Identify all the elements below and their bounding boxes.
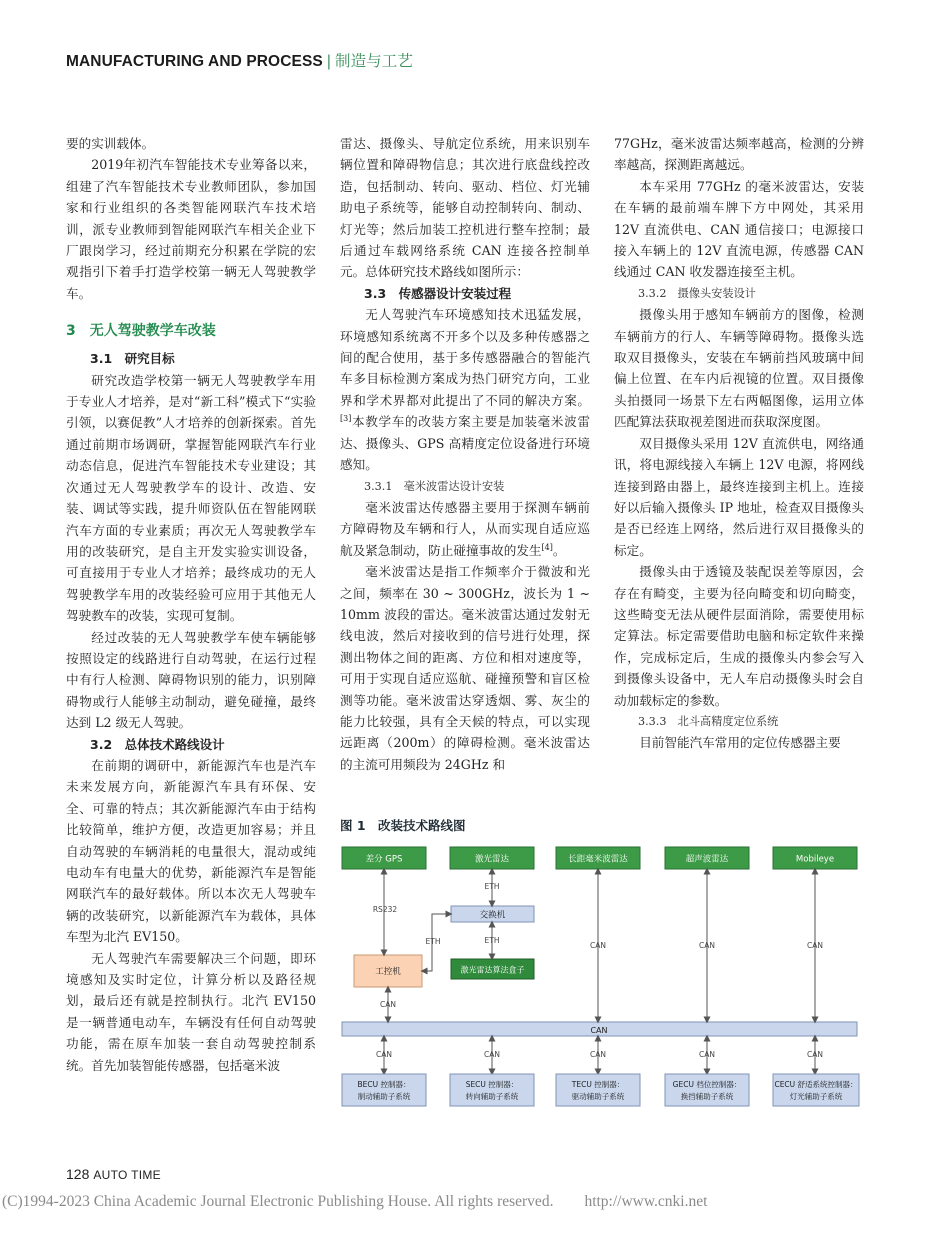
header-cn: 制造与工艺 xyxy=(334,53,413,70)
box-tecu-line1: TECU 控制器： xyxy=(571,1080,625,1089)
box-cecu xyxy=(773,1074,859,1106)
box-tecu xyxy=(556,1074,640,1106)
label-can: CAN xyxy=(699,941,715,950)
paragraph: 毫米波雷达是指工作频率介于微波和光之间，频率在 30 ~ 300GHz，波长为 1 ~ 10mm 波段的雷达。毫米波雷达通过发射无线电波，然后对接收到的信号进行处理，探测出物体之间的距离、方位和相对速度等，可用于实现自适应巡航、碰撞预警和盲区检测等功能。毫米波雷达穿透烟、雾、灰尘的能力比较强，具有全天候的特点，可以实现远距离（200m）的障碍检测。毫米波雷达的主流可用频段为 24GHz 和 xyxy=(340,564,590,772)
label-rs232: RS232 xyxy=(372,905,398,914)
label-can: CAN xyxy=(590,941,606,950)
figure-diagram xyxy=(340,838,870,1118)
box-gecu-line1: GECU 档位控制器： xyxy=(672,1080,742,1089)
column-1 xyxy=(66,133,316,1076)
section-heading-3: 3 无人驾驶教学车改装 xyxy=(66,323,216,340)
paragraph xyxy=(340,304,590,475)
diagram-svg xyxy=(340,838,870,1118)
subsection-heading-3-3: 3.3 传感器设计安装过程 xyxy=(364,285,512,301)
paragraph: 摄像头用于感知车辆前方的图像，检测车辆前方的行人、车辆等障碍物。摄像头选取双目摄像头，安装在车辆前挡风玻璃中间偏上位置、在车内后视镜的位置。双目摄像头拍摄同一场景下左右两幅图像，运用立体匹配算法获取视差图进而获取深度图。 xyxy=(614,307,864,430)
box-mobileye-label: Mobileye xyxy=(795,854,835,865)
box-secu-line2: 转向辅助子系统 xyxy=(465,1092,519,1101)
paragraph: 本车采用 77GHz 的毫米波雷达，安装在车辆的最前端车牌下方中网处，其采用 12V 直流供电、CAN 通信接口；电源接口接入车辆上的 12V 直流电源，传感器 CAN 线通过 CAN 收发器连接至主机。 xyxy=(614,178,864,280)
paragraph-text: 无人驾驶汽车环境感知技术迅猛发展，环境感知系统离不开多个以及多种传感器之间的配合使用，基于多传感器融合的智能汽车多目标检测方案成为热门研究方向，工业界和学术界都对此提出了不同的解决方案。 xyxy=(340,307,590,408)
figure-title: 图 1 改装技术路线图 xyxy=(340,818,466,833)
label-can: CAN xyxy=(484,1050,500,1059)
box-lidar-label: 激光雷达 xyxy=(474,854,510,865)
header-en: MANUFACTURING AND PROCESS xyxy=(66,53,323,70)
box-switch-label: 交换机 xyxy=(479,910,506,921)
copyright-line: (C)1994-2023 China Academic Journal Electronic Publishing House. All rights reserved. http://www.cnki.net xyxy=(2,1193,708,1210)
label-can: CAN xyxy=(699,1050,715,1059)
paragraph: 双目摄像头采用 12V 直流供电，网络通讯，将电源线接入车辆上 12V 电源，将网线连接到路由器上，最终连接到主机上。连接好以后输入摄像头 IP 地址，检查双目摄像头是否已经连上网络，然后进行双目摄像头的标定。 xyxy=(614,435,864,558)
subsection-heading-3-3-1: 3.3.1 毫米波雷达设计安装 xyxy=(364,479,505,493)
box-ultrasonic-label: 超声波雷达 xyxy=(685,854,729,865)
label-eth: ETH xyxy=(484,882,500,891)
paragraph-text: 。 xyxy=(552,542,566,558)
box-secu-line1: SECU 控制器： xyxy=(465,1080,519,1089)
label-can: CAN xyxy=(807,1050,823,1059)
box-radar-label: 长距毫米波雷达 xyxy=(568,854,628,865)
box-gecu xyxy=(665,1074,749,1106)
box-lidar-algo-label: 激光雷达算法盒子 xyxy=(460,965,525,975)
column-3 xyxy=(614,133,864,754)
paragraph: 摄像头由于透镜及装配误差等原因，会存在有畸变，主要为径向畸变和切向畸变，这些畸变无法从硬件层面消除，需要使用标定算法。标定需要借助电脑和标定软件来操作，完成标定后，生成的摄像头内参会写入到摄像头设备中，无人车启动摄像头时会自动加载标定的参数。 xyxy=(614,564,864,708)
paragraph-text: 毫米波雷达传感器主要用于探测车辆前方障碍物及车辆和行人，从而实现自适应巡航及紧急制动，防止碰撞事故的发生 xyxy=(340,499,590,558)
box-ipc-label: 工控机 xyxy=(375,967,401,977)
paragraph: 要的实训载体。 xyxy=(66,136,155,151)
paragraph: 经过改装的无人驾驶教学车使车辆能够按照设定的线路进行自动驾驶，在运行过程中有行人检测、障碍物识别的能力，识别障碍物或行人能够主动制动，避免碰撞，最终达到 L2 级无人驾驶。 xyxy=(66,629,316,731)
box-becu xyxy=(342,1074,426,1106)
can-bus-label: CAN xyxy=(590,1026,608,1035)
box-cecu-line2: 灯光辅助子系统 xyxy=(789,1092,843,1101)
box-becu-line1: BECU 控制器： xyxy=(357,1080,411,1089)
running-header xyxy=(66,49,413,71)
paragraph: 77GHz，毫米波雷达频率越高，检测的分辨率越高，探测距离越远。 xyxy=(614,136,864,173)
column-2 xyxy=(340,133,590,775)
box-secu xyxy=(450,1074,534,1106)
magazine-name: AUTO TIME xyxy=(93,1168,161,1182)
box-becu-line2: 制动辅助子系统 xyxy=(357,1092,411,1101)
paragraph-text: 本教学车的改装方案主要是加装毫米波雷达、摄像头、GPS 高精度定位设备进行环境感知。 xyxy=(340,414,590,473)
paragraph xyxy=(340,497,590,561)
label-can: CAN xyxy=(590,1050,606,1059)
box-tecu-line2: 驱动辅助子系统 xyxy=(571,1092,625,1101)
box-gps-label: 差分 GPS xyxy=(365,854,403,865)
subsection-heading-3-1: 3.1 研究目标 xyxy=(90,351,175,367)
label-can: CAN xyxy=(380,1000,396,1009)
label-can: CAN xyxy=(807,941,823,950)
subsection-heading-3-3-3: 3.3.3 北斗高精度定位系统 xyxy=(638,714,779,728)
paragraph: 无人驾驶汽车需要解决三个问题，即环境感知及实时定位，计算分析以及路径规划，最后还有就是控制执行。北汽 EV150 是一辆普通电动车，车辆没有任何自动驾驶功能，需在原车加装一套自动驾驶控制系统。首先加装智能传感器，包括毫米波 xyxy=(66,950,316,1073)
box-gecu-line2: 换挡辅助子系统 xyxy=(680,1092,734,1101)
subsection-heading-3-3-2: 3.3.2 摄像头安装设计 xyxy=(638,286,756,300)
citation: [3] xyxy=(340,414,352,424)
subsection-heading-3-2: 3.2 总体技术路线设计 xyxy=(90,736,225,752)
page-number: 128 xyxy=(66,1166,90,1182)
page-footer xyxy=(66,1166,161,1182)
paragraph: 研究改造学校第一辆无人驾驶教学车用于专业人才培养，是对“新工科”模式下“实验引领，以赛促教”人才培养的创新探索。首先通过前期市场调研，掌握智能网联汽车行业动态信息，促进汽车智能技术专业建设；其次通过无人驾驶教学车的设计、改造、安装、调试等实践，提升师资队伍在智能网联汽车方面的专业素质；再次无人驾驶教学车用的改装研究，是自主开发实验实训设备，可直接用于专业人才培养；最终成功的无人驾驶教学车用的改装经验可应用于其他无人驾驶教车的改装，实现可复制。 xyxy=(66,372,316,624)
label-eth: ETH xyxy=(484,936,500,945)
paragraph: 2019年初汽车智能技术专业筹备以来，组建了汽车智能技术专业教师团队，参加国家和行业组织的各类智能网联汽车技术培训，派专业教师到智能网联汽车相关企业下厂跟岗学习，经过前期充分积累在学院的宏观指引下着手打造学校第一辆无人驾驶教学车。 xyxy=(66,157,316,301)
label-eth: ETH xyxy=(425,937,441,946)
paragraph: 雷达、摄像头、导航定位系统，用来识别车辆位置和障碍物信息；其次进行底盘线控改造，包括制动、转向、驱动、档位、灯光辅助电子系统等，能够自动控制转向、制动、灯光等；然后加装工控机进行整车控制；最后通过车载网络系统 CAN 连接各控制单元。总体研究技术路线如图所示： xyxy=(340,136,590,280)
box-cecu-line1: CECU 舒适系统控制器： xyxy=(774,1080,858,1089)
header-separator: | xyxy=(326,53,331,70)
citation: [4] xyxy=(541,542,553,552)
label-can: CAN xyxy=(376,1050,392,1059)
paragraph: 目前智能汽车常用的定位传感器主要 xyxy=(639,735,841,751)
paragraph: 在前期的调研中，新能源汽车也是汽车未来发展方向，新能源汽车具有环保、安全、可靠的特点；其次新能源汽车由于结构比较简单，维护方便，改造更加容易；并且自动驾驶的车辆消耗的电量很大，混动或纯电动车有电量大的优势，新能源汽车是智能网联汽车的最好载体。所以本次无人驾驶车辆的改装研究，以新能源汽车为载体，具体车型为北汽 EV150。 xyxy=(66,757,316,945)
